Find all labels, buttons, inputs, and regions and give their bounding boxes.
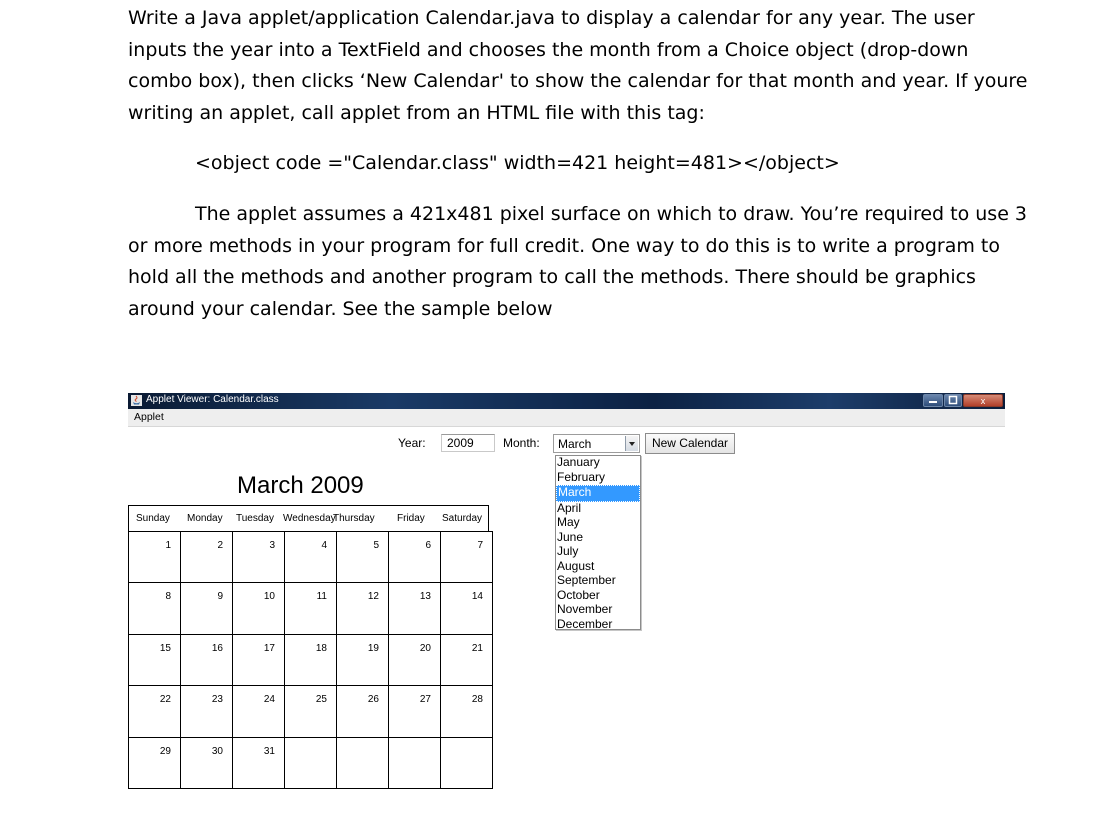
day-number: 22: [159, 694, 171, 706]
month-option[interactable]: August: [557, 558, 595, 573]
day-cell: [233, 737, 285, 788]
year-label: Year:: [398, 436, 426, 450]
day-number: 30: [211, 745, 223, 757]
day-cell: [337, 583, 389, 634]
maximize-button[interactable]: [944, 394, 962, 407]
month-choice[interactable]: [553, 434, 640, 453]
text-line: or more methods in your program for full credit. One way to do this is to write a program to: [128, 234, 1000, 257]
day-cell: [389, 634, 441, 685]
day-cell: [389, 532, 441, 583]
window-title: Applet Viewer: Calendar.class: [146, 394, 279, 405]
calendar-grid: [128, 531, 493, 789]
month-option[interactable]: April: [557, 500, 582, 515]
new-calendar-button[interactable]: New Calendar: [645, 433, 735, 454]
day-name: Friday: [397, 513, 425, 524]
day-number: 4: [321, 540, 327, 551]
day-number: 19: [367, 642, 379, 654]
month-option[interactable]: January: [557, 455, 600, 469]
instruction-paragraph-1: [128, 3, 1028, 129]
day-number: 26: [367, 694, 379, 706]
calendar-week: [129, 583, 493, 634]
day-name: Wednesday: [283, 513, 336, 524]
day-number: 10: [263, 591, 275, 603]
month-dropdown-list: [555, 455, 641, 630]
day-cell: [337, 532, 389, 583]
month-option[interactable]: November: [557, 602, 613, 616]
day-number: 31: [263, 745, 275, 757]
day-cell: [181, 686, 233, 737]
day-cell: [441, 686, 493, 737]
month-option-selected[interactable]: March: [556, 485, 640, 502]
text-line: inputs the year into a TextField and chooses the month from a Choice object (drop-down: [128, 38, 969, 61]
day-number: 17: [263, 642, 275, 654]
day-number: 6: [425, 540, 431, 551]
day-number: 5: [373, 540, 379, 551]
day-cell: [337, 737, 389, 788]
calendar-title: March 2009: [237, 472, 364, 499]
day-number: 3: [269, 540, 275, 551]
text-line: combo box), then clicks ‘New Calendar' to show the calendar for that month and year. If youre: [128, 70, 1028, 92]
day-number: 28: [471, 694, 483, 706]
calendar-week: [129, 532, 493, 583]
chevron-down-icon[interactable]: [625, 436, 638, 451]
day-cell: [129, 686, 181, 737]
day-cell: [285, 583, 337, 634]
day-cell: [441, 737, 493, 788]
day-cell: [389, 737, 441, 788]
text-line: The applet assumes a 421x481 pixel surface on which to draw. You’re required to use 3: [195, 203, 1028, 225]
day-name: Sunday: [136, 513, 170, 524]
text-line: hold all the methods and another program to call the methods. There should be graphics: [128, 266, 976, 288]
day-cell: [181, 737, 233, 788]
object-tag-line: [195, 148, 1075, 180]
day-number: 14: [471, 591, 483, 603]
month-label: Month:: [503, 436, 540, 450]
calendar-week: [129, 686, 493, 737]
day-number: 29: [159, 745, 171, 757]
day-cell: [337, 634, 389, 685]
close-button[interactable]: [963, 394, 1003, 407]
day-number: 16: [211, 642, 223, 654]
menu-applet[interactable]: Applet: [134, 411, 164, 423]
text-line: <object code ="Calendar.class" width=421 height=481></object>: [195, 152, 840, 174]
day-cell: [129, 737, 181, 788]
day-number: 18: [315, 642, 327, 654]
day-cell: [233, 532, 285, 583]
month-option[interactable]: December: [557, 616, 613, 631]
day-number: 23: [211, 694, 223, 706]
day-cell: [389, 686, 441, 737]
close-icon: x: [980, 396, 986, 406]
title-bar[interactable]: [128, 393, 1005, 409]
day-number: 25: [315, 694, 327, 706]
text-line: writing an applet, call applet from an HTML file with this tag:: [128, 101, 705, 124]
day-cell: [181, 634, 233, 685]
day-cell: [285, 532, 337, 583]
day-number: 2: [217, 540, 223, 551]
day-cell: [441, 532, 493, 583]
day-cell: [181, 532, 233, 583]
day-cell: [285, 737, 337, 788]
day-cell: [285, 686, 337, 737]
calendar-week: [129, 737, 493, 788]
day-cell: [129, 583, 181, 634]
day-cell: [129, 634, 181, 685]
month-option[interactable]: October: [557, 587, 600, 602]
day-cell: [233, 583, 285, 634]
month-selected-value: March: [558, 437, 592, 451]
day-name: Monday: [187, 513, 223, 524]
text-line: Write a Java applet/application Calendar.java to display a calendar for any year. The user: [128, 7, 975, 29]
day-number: 12: [367, 591, 379, 603]
day-name: Tuesday: [236, 513, 274, 524]
month-option[interactable]: July: [557, 544, 579, 558]
month-option[interactable]: June: [557, 529, 584, 544]
calendar-header: [128, 505, 489, 531]
day-number: 13: [419, 591, 431, 603]
java-icon: [131, 395, 142, 406]
menu-bar: [128, 409, 1005, 427]
day-cell: [233, 686, 285, 737]
month-option[interactable]: February: [557, 469, 606, 484]
day-number: 9: [217, 591, 223, 603]
day-cell: [389, 583, 441, 634]
year-value: 2009: [447, 436, 474, 450]
day-number: 24: [263, 694, 275, 706]
day-cell: [181, 583, 233, 634]
month-option[interactable]: May: [557, 515, 580, 529]
day-number: 1: [165, 540, 171, 551]
text-line: around your calendar. See the sample below: [128, 297, 553, 320]
day-name: Saturday: [442, 513, 483, 524]
day-cell: [129, 532, 181, 583]
day-number: 8: [165, 591, 171, 603]
day-cell: [285, 634, 337, 685]
day-cell: [441, 634, 493, 685]
year-input[interactable]: [441, 434, 495, 452]
day-number: 21: [471, 642, 483, 654]
minimize-button[interactable]: [923, 394, 943, 407]
month-option[interactable]: September: [557, 573, 616, 587]
calendar-week: [129, 634, 493, 685]
day-number: 7: [477, 540, 483, 551]
day-number: 11: [316, 591, 327, 603]
day-number: 20: [419, 642, 431, 654]
day-number: 27: [419, 694, 431, 706]
maximize-icon: [948, 395, 958, 405]
day-number: 15: [159, 642, 171, 654]
minimize-icon: [928, 395, 938, 405]
day-cell: [233, 634, 285, 685]
day-name: Thursday: [333, 513, 375, 524]
day-cell: [441, 583, 493, 634]
instruction-paragraph-2: [128, 199, 1028, 325]
day-cell: [337, 686, 389, 737]
